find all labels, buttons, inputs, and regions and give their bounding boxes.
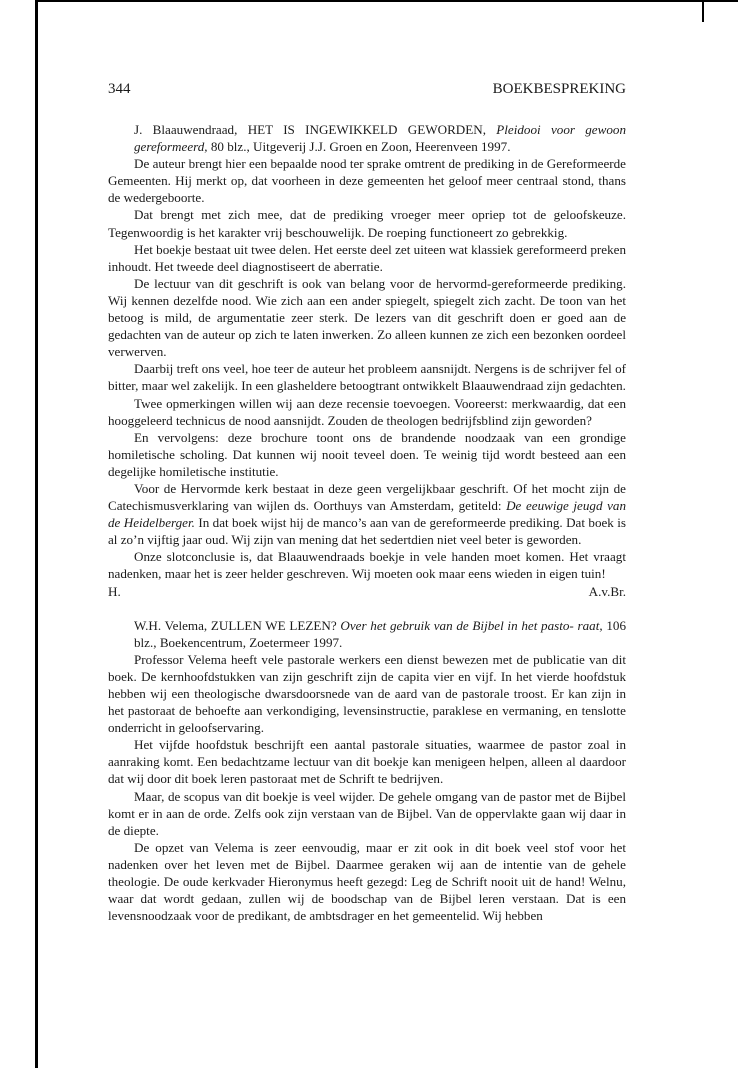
document-page [108, 80, 626, 924]
paragraph-text: Voor de Hervormde kerk bestaat in deze geen vergelijkbaar geschrift. Of het mocht zijn de Catechismusverklaring van wijlen ds. Oorthuys van Amsterdam, getiteld: [108, 480, 626, 514]
paragraph: Onze slotconclusie is, dat Blaauwendraads boekje in vele handen moet komen. Het vraagt nadenken, maar het is zeer helder geschreven. Wij moeten ook maar eens wieden in eigen tuin! [108, 549, 626, 582]
paragraph [108, 480, 626, 548]
citation-subtitle-cont: gereformeerd, [134, 139, 208, 155]
scan-edge-top [35, 0, 738, 2]
paragraph: En vervolgens: deze brochure toont ons de brandende noodzaak van een grondige homiletische scholing. Dat kunnen wij nooit teveel doen. Te weinig tijd wordt besteed aan een degelijke homiletische institutie. [108, 429, 626, 479]
paragraph-text: In dat boek wijst hij de manco’s aan van de gereformeerde prediking. Dat boek is al zo’n vijftig jaar oud. Wij zijn van mening dat het sedertdien niet veel beter is geworden. [108, 515, 627, 548]
citation-subtitle: Over het gebruik van de Bijbel in het pasto- [340, 617, 574, 633]
book-title: De eeuwige jeugd van de Heidelberger. [108, 498, 626, 531]
citation-title: HET IS INGEWIKKELD GEWORDEN, [247, 122, 486, 137]
running-head [108, 80, 626, 98]
citation-details: 106 blz., Boekencentrum, Zoetermeer 1997. [134, 617, 627, 650]
paragraph: Het boekje bestaat uit twee delen. Het eerste deel zet uiteen wat klassiek gereformeerd preken inhoudt. Het tweede deel diagnostiseert de aberratie. [108, 241, 626, 274]
citation [134, 121, 626, 155]
citation-author: W.H. Velema, [134, 617, 208, 633]
signature-reviewer: A.v.Br. [588, 583, 626, 599]
signature [108, 583, 626, 600]
paragraph: Daarbij treft ons veel, hoe teer de auteur het probleem aansnijdt. Nergens is de schrijver fel of bitter, maar wel zakelijk. In een glasheldere betoogtrant ontwikkelt Blaauwendraad zijn gedachten. [108, 361, 626, 394]
review-1 [108, 121, 626, 600]
paragraph: Professor Velema heeft vele pastorale werkers een dienst bewezen met de publicatie van dit boek. De kernhoofdstukken van zijn geschrift zijn de capita vier en vijf. In het vierde hoofdstuk hebben wij een theologische dwarsdoorsnede van de aard van de pastorale troost. Er kan zijn in het pastoraat de behoefte aan verkondiging, levensinstructie, paraklese en vermaning, en tenslotte onderricht in geloofservaring. [108, 651, 626, 736]
citation-details: 80 blz., Uitgeverij J.J. Groen en Zoon, Heerenveen 1997. [210, 139, 511, 155]
citation-subtitle-cont: raat, [577, 617, 603, 633]
paragraph: De lectuur van dit geschrift is ook van belang voor de hervormd-gereformeerde prediking. Wij kennen dezelfde nood. Wie zich aan een ander spiegelt, spiegelt zich zacht. De toon van het betoog is mild, de argumentatie zeer sterk. De lezers van dit geschrift doen er goed aan de gedachten van de auteur op zich te laten inwerken. Zo alleen kunnen ze zich een bezonken oordeel verwerven. [108, 275, 626, 360]
citation [134, 617, 626, 651]
review-2 [108, 617, 626, 925]
section-title: BOEKBESPREKING [492, 81, 626, 97]
paragraph: Het vijfde hoofdstuk beschrijft een aantal pastorale situaties, waarmee de pastor zoal in aanraking komt. Een bedachtzame lectuur van dit boekje kan menigeen helpen, alleen al daardoor dat wij door dit boek leren pastoraat met de Schrift te bedrijven. [108, 737, 626, 787]
paragraph: De opzet van Velema is zeer eenvoudig, maar er zit ook in dit boek veel stof voor het nadenken over het leven met de Bijbel. Daarmee geraken wij aan de intentie van de gehele theologie. De oude kerkvader Hieronymus heeft gezegd: Leg de Schrift nooit uit de hand! Welnu, waar dat wordt gedaan, zullen wij de boodschap van de Bijbel leren verstaan. Dat is een levensnoodzaak voor de predikant, de ambtsdrager en het gemeentelid. Wij hebben [108, 839, 626, 924]
paragraph: Dat brengt met zich mee, dat de prediking vroeger meer opriep tot de geloofskeuze. Tegenwoordig is het karakter vrij beschouwelijk. De roeping functioneert zo gebrekkig. [108, 207, 626, 240]
citation-title: ZULLEN WE LEZEN? [210, 617, 337, 633]
scan-edge-mark [702, 2, 704, 22]
page-number: 344 [108, 81, 131, 97]
paragraph: De auteur brengt hier een bepaalde nood ter sprake omtrent de prediking in de Gereformeerde Gemeenten. Hij merkt op, dat voorheen in deze gemeenten het geloof meer centraal stond, thans de wedergeboorte. [108, 156, 626, 206]
citation-subtitle: Pleidooi voor gewoon [496, 122, 626, 137]
signature-initials: H. [108, 583, 121, 599]
paragraph: Twee opmerkingen willen wij aan deze recensie toevoegen. Vooreerst: merkwaardig, dat een hooggeleerd technicus de nood aansnijdt. Zouden de theologen bedrijfsblind zijn geworden? [108, 395, 626, 428]
scan-edge-left [35, 0, 38, 1068]
citation-author: J. Blaauwendraad, [134, 122, 238, 137]
paragraph: Maar, de scopus van dit boekje is veel wijder. De gehele omgang van de pastor met de Bijbel komt er in aan de orde. Zelfs ook zijn verstaan van de Bijbel. Van de oppervlakte gaan wij daar in de diepte. [108, 788, 626, 838]
